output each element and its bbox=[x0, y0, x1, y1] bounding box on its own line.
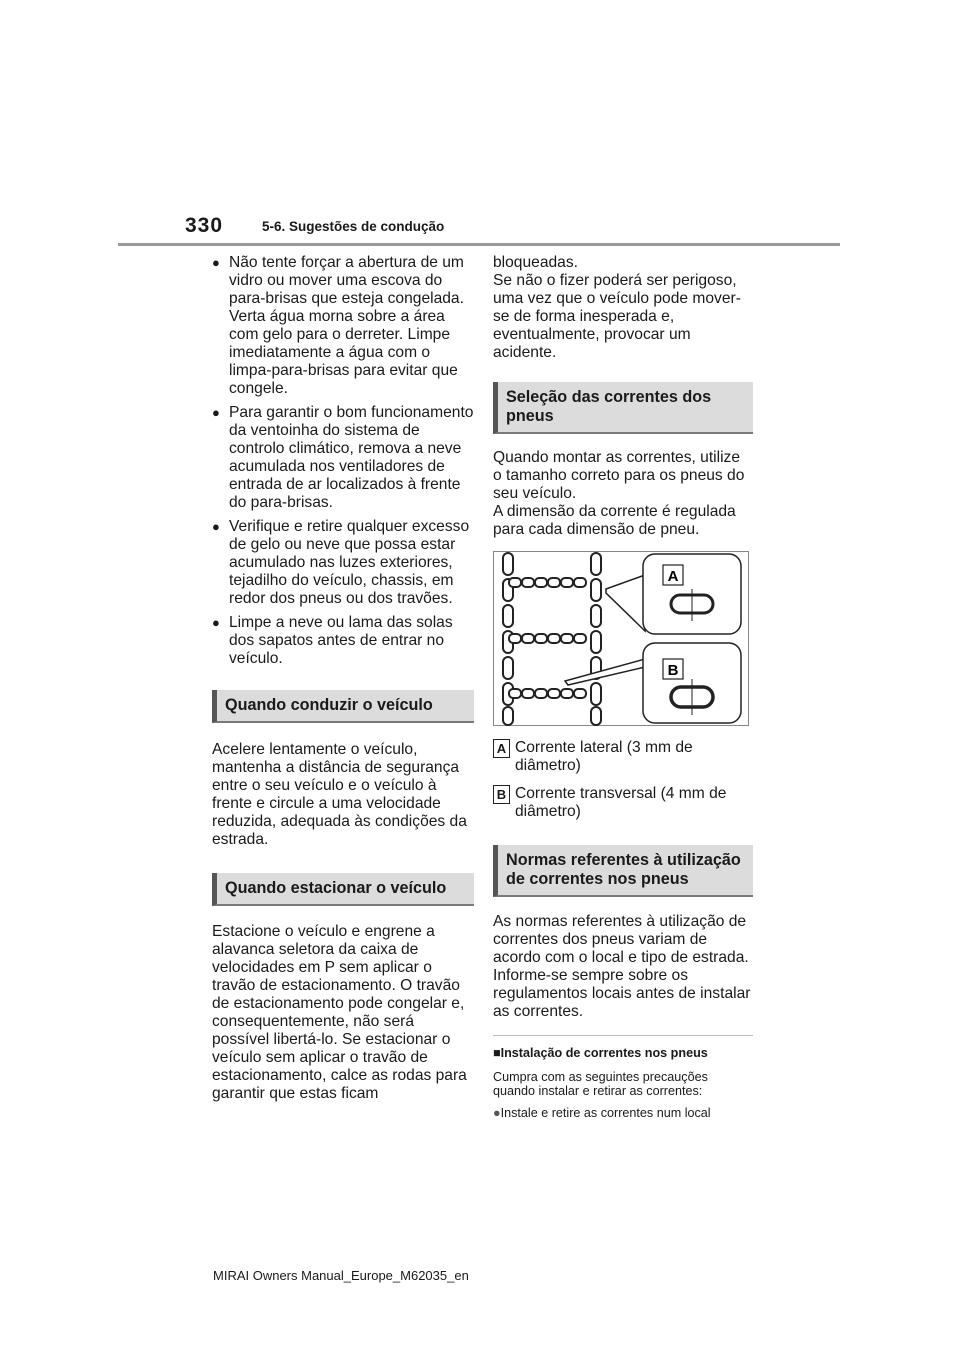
bullet-dot-icon: ● bbox=[212, 615, 220, 630]
bullet-text: Limpe a neve ou lama das solas dos sapatos antes de entrar no veículo. bbox=[229, 614, 453, 667]
bullet-dot-icon: ● bbox=[212, 519, 220, 534]
bullet-dot-icon: ● bbox=[212, 255, 220, 270]
bullet-item bbox=[212, 614, 474, 668]
heading-driving: Quando conduzir o veículo bbox=[212, 690, 474, 723]
legend-label-a: A bbox=[493, 739, 510, 758]
install-heading-text: Instalação de correntes nos pneus bbox=[500, 1046, 708, 1060]
bullet-text: Não tente forçar a abertura de um vidro ou mover uma escova do para-brisas que esteja congelada. Verta água morna sobre a área com gelo para o derreter. Limpe imediatamente a água com o limpa-para-brisas para evitar que congele. bbox=[229, 254, 464, 397]
install-text: Cumpra com as seguintes precauções quando instalar e retirar as correntes: bbox=[493, 1070, 708, 1098]
heading-parking: Quando estacionar o veículo bbox=[212, 873, 474, 906]
chain-diagram bbox=[493, 551, 749, 727]
bullet-item bbox=[212, 404, 474, 512]
heading-chain-selection: Seleção das correntes dos pneus bbox=[493, 382, 753, 434]
left-column bbox=[212, 254, 474, 1103]
legend-label-b: B bbox=[493, 785, 510, 804]
page-number: 330 bbox=[185, 214, 224, 237]
continuation-text: bloqueadas. Se não o fizer poderá ser perigoso, uma vez que o veículo pode mover-se de forma inesperada e, eventualmente, provocar um acidente. bbox=[493, 254, 741, 361]
square-bullet-icon: ■ bbox=[493, 1046, 501, 1060]
selection-text: Quando montar as correntes, utilize o tamanho correto para os pneus do seu veículo. A dimensão da corrente é regulada para cada dimensão de pneu. bbox=[493, 449, 745, 538]
legend-item-b bbox=[493, 785, 753, 821]
install-bullet bbox=[493, 1106, 753, 1120]
footer-text: MIRAI Owners Manual_Europe_M62035_en bbox=[213, 1268, 469, 1283]
bullet-item bbox=[212, 518, 474, 608]
header-rule bbox=[118, 243, 840, 246]
callout-label-a: A bbox=[667, 568, 679, 585]
figure-legend bbox=[493, 739, 753, 821]
parking-text: Estacione o veículo e engrene a alavanca seletora da caixa de velocidades em P sem aplicar o travão de estacionamento. O travão de estacionamento pode congelar e, consequentemente, não será possível libertá-lo. Se estacionar o veículo sem aplicar o travão de estacionamento, calce as rodas para garantir que estas ficam bbox=[212, 923, 467, 1102]
install-heading bbox=[493, 1044, 753, 1062]
right-column bbox=[493, 254, 753, 1120]
round-bullet-icon: ● bbox=[493, 1106, 501, 1120]
legend-item-a bbox=[493, 739, 753, 775]
section-title: 5-6. Sugestões de condução bbox=[262, 219, 445, 234]
note-divider bbox=[493, 1035, 753, 1036]
legend-text-a: Corrente lateral (3 mm de diâmetro) bbox=[515, 739, 693, 774]
bullet-dot-icon: ● bbox=[212, 405, 220, 420]
legend-text-b: Corrente transversal (4 mm de diâmetro) bbox=[515, 785, 727, 820]
driving-text: Acelere lentamente o veículo, mantenha a distância de segurança entre o seu veículo e o veículo à frente e circule a uma velocidade reduzida, adequada às condições da estrada. bbox=[212, 741, 467, 848]
norms-text: As normas referentes à utilização de correntes dos pneus variam de acordo com o local e tipo de estrada. Informe-se sempre sobre os regulamentos locais antes de instalar as correntes. bbox=[493, 913, 751, 1020]
callout-label-b: B bbox=[667, 662, 679, 679]
bullet-item bbox=[212, 254, 474, 398]
bullet-text: Para garantir o bom funcionamento da ventoinha do sistema de controlo climático, remova a neve acumulada nos ventiladores de entrada de ar localizados à frente do para-brisas. bbox=[229, 404, 474, 511]
heading-chain-norms: Normas referentes à utilização de correntes nos pneus bbox=[493, 845, 753, 897]
install-bullet-text: Instale e retire as correntes num local bbox=[500, 1106, 711, 1120]
bullet-text: Verifique e retire qualquer excesso de gelo ou neve que possa estar acumulado nas luzes exteriores, tejadilho do veículo, chassis, em redor dos pneus ou dos travões. bbox=[229, 518, 470, 607]
